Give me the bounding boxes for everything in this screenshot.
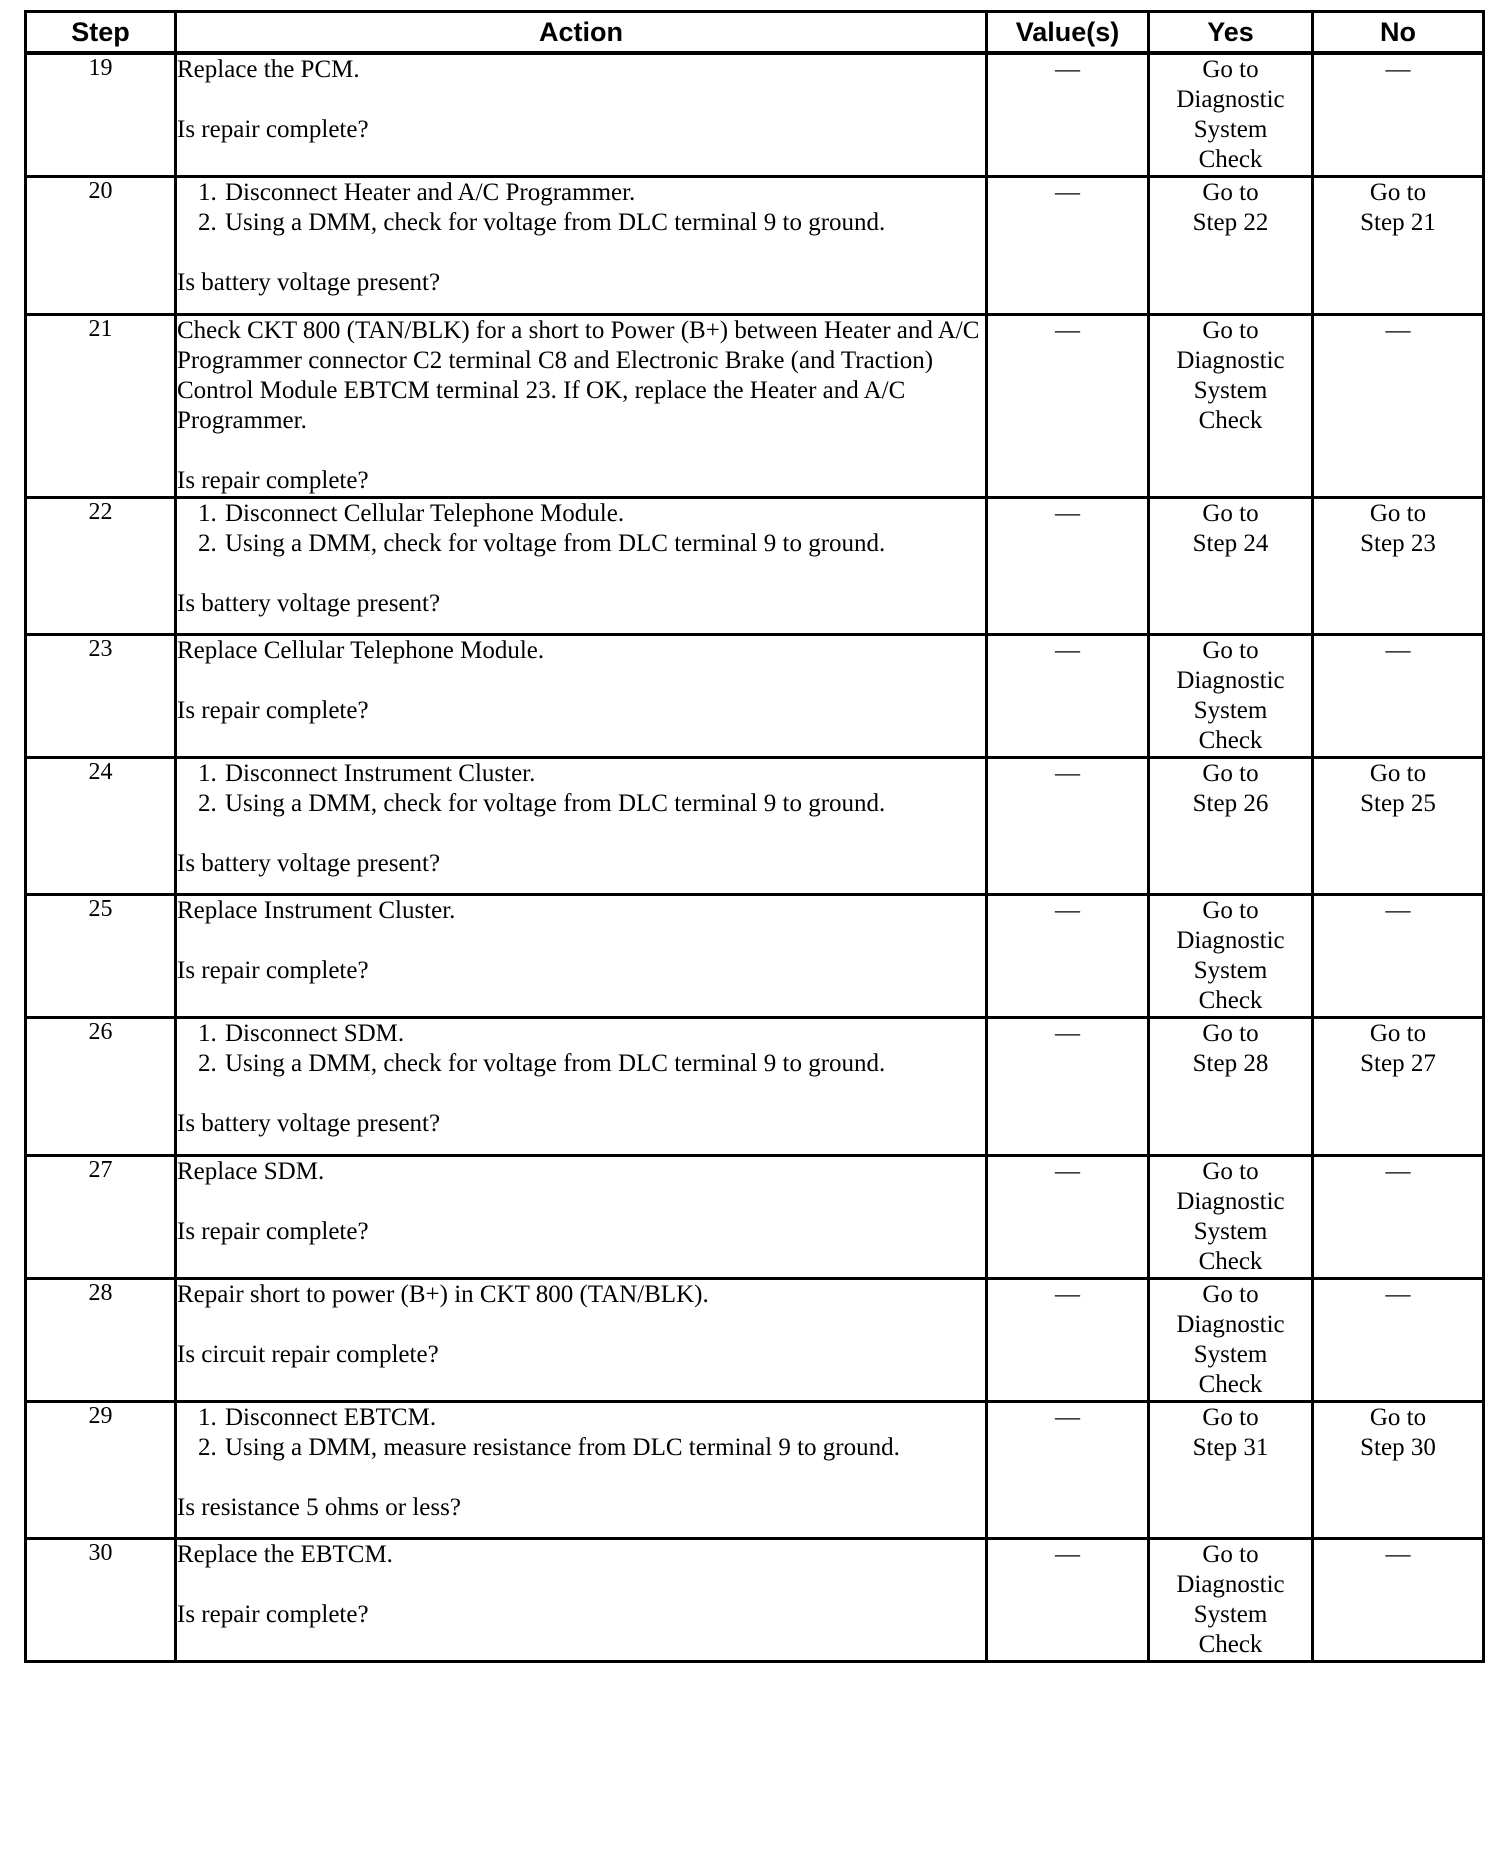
value-cell: — (987, 1539, 1149, 1662)
yes-line: Go to (1202, 500, 1259, 527)
step-number: 23 (26, 635, 176, 758)
yes-cell (1149, 1279, 1313, 1402)
yes-line: Go to (1202, 897, 1259, 924)
action-text: Replace Cellular Telephone Module. (177, 637, 545, 664)
value-cell: — (987, 895, 1149, 1018)
no-line: — (1385, 1158, 1411, 1185)
yes-line: Diagnostic (1176, 86, 1285, 113)
yes-line: System (1193, 1218, 1268, 1245)
header-yes: Yes (1149, 12, 1313, 54)
action-question: Is battery voltage present? (177, 1110, 441, 1137)
no-cell (1313, 1279, 1484, 1402)
action-question: Is repair complete? (177, 116, 369, 143)
yes-line: Go to (1202, 1404, 1259, 1431)
no-cell (1313, 315, 1484, 498)
value-cell: — (987, 315, 1149, 498)
table-row (26, 1156, 1484, 1279)
step-number: 27 (26, 1156, 176, 1279)
yes-line: Check (1198, 407, 1263, 434)
step-number: 19 (26, 53, 176, 177)
no-line: — (1385, 1281, 1411, 1308)
action-cell (176, 635, 987, 758)
action-cell (176, 315, 987, 498)
table-body (26, 53, 1484, 1662)
table-row (26, 635, 1484, 758)
step-number: 30 (26, 1539, 176, 1662)
header-row (26, 12, 1484, 54)
yes-line: Diagnostic (1176, 1188, 1285, 1215)
action-cell (176, 1279, 987, 1402)
yes-cell (1149, 53, 1313, 177)
no-cell (1313, 1156, 1484, 1279)
step-number: 22 (26, 498, 176, 635)
action-text: Replace Instrument Cluster. (177, 897, 456, 924)
action-cell (176, 1018, 987, 1156)
no-cell (1313, 1018, 1484, 1156)
yes-line: Go to (1202, 1020, 1259, 1047)
value-cell: — (987, 635, 1149, 758)
action-steps (177, 178, 985, 238)
no-line: Go to (1369, 760, 1427, 787)
yes-line: Go to (1202, 1281, 1259, 1308)
no-line: Step 30 (1360, 1434, 1436, 1461)
no-line: Go to (1369, 1404, 1427, 1431)
no-line: — (1385, 1541, 1411, 1568)
action-cell (176, 895, 987, 1018)
action-step-item: 2. Using a DMM, measure resistance from DLC terminal 9 to ground. (223, 1433, 985, 1463)
action-steps (177, 1403, 985, 1463)
table-row (26, 1539, 1484, 1662)
action-question: Is repair complete? (177, 957, 369, 984)
header-no: No (1313, 12, 1484, 54)
header-values: Value(s) (987, 12, 1149, 54)
no-line: Step 23 (1360, 530, 1436, 557)
yes-line: System (1193, 116, 1268, 143)
yes-line: Diagnostic (1176, 927, 1285, 954)
no-cell (1313, 1402, 1484, 1539)
no-cell (1313, 498, 1484, 635)
action-question: Is battery voltage present? (177, 269, 441, 296)
header-action: Action (176, 12, 987, 54)
no-line: Go to (1369, 500, 1427, 527)
yes-line: Step 31 (1192, 1434, 1269, 1461)
no-line: Step 27 (1360, 1050, 1436, 1077)
yes-line: Step 22 (1192, 209, 1269, 236)
value-cell: — (987, 758, 1149, 895)
yes-line: Check (1198, 987, 1263, 1014)
no-line: — (1385, 897, 1411, 924)
no-cell (1313, 895, 1484, 1018)
action-step-item: 1. Disconnect Instrument Cluster. (223, 759, 985, 789)
yes-line: System (1193, 957, 1268, 984)
yes-cell (1149, 177, 1313, 315)
action-question: Is circuit repair complete? (177, 1341, 439, 1368)
yes-cell (1149, 1156, 1313, 1279)
no-cell (1313, 53, 1484, 177)
yes-line: Check (1198, 727, 1263, 754)
step-number: 25 (26, 895, 176, 1018)
diagnostic-table (24, 10, 1485, 1663)
yes-line: Check (1198, 1371, 1263, 1398)
action-step-item: 2. Using a DMM, check for voltage from DLC terminal 9 to ground. (223, 208, 985, 238)
action-question: Is battery voltage present? (177, 850, 441, 877)
header-step: Step (26, 12, 176, 54)
action-cell (176, 758, 987, 895)
action-step-item: 2. Using a DMM, check for voltage from DLC terminal 9 to ground. (223, 789, 985, 819)
action-text: Replace the EBTCM. (177, 1541, 393, 1568)
action-cell (176, 1402, 987, 1539)
action-steps (177, 759, 985, 819)
no-line: Go to (1369, 1020, 1427, 1047)
yes-line: Step 24 (1192, 530, 1269, 557)
yes-line: Check (1198, 146, 1263, 173)
yes-line: Go to (1202, 1541, 1259, 1568)
yes-line: Check (1198, 1248, 1263, 1275)
value-cell: — (987, 1279, 1149, 1402)
step-number: 21 (26, 315, 176, 498)
yes-line: Go to (1202, 760, 1259, 787)
action-step-item: 1. Disconnect Heater and A/C Programmer. (223, 178, 985, 208)
value-cell: — (987, 1156, 1149, 1279)
action-cell (176, 1156, 987, 1279)
yes-line: Diagnostic (1176, 1311, 1285, 1338)
yes-line: Step 28 (1192, 1050, 1269, 1077)
table-row (26, 1402, 1484, 1539)
yes-line: System (1193, 1341, 1268, 1368)
step-number: 26 (26, 1018, 176, 1156)
action-step-item: 2. Using a DMM, check for voltage from DLC terminal 9 to ground. (223, 1049, 985, 1079)
yes-line: Diagnostic (1176, 347, 1285, 374)
action-cell (176, 177, 987, 315)
yes-line: Go to (1202, 317, 1259, 344)
step-number: 20 (26, 177, 176, 315)
no-line: Step 21 (1360, 209, 1436, 236)
yes-cell (1149, 1402, 1313, 1539)
yes-line: Diagnostic (1176, 1571, 1285, 1598)
action-step-item: 2. Using a DMM, check for voltage from DLC terminal 9 to ground. (223, 529, 985, 559)
action-steps (177, 499, 985, 559)
value-cell: — (987, 1402, 1149, 1539)
action-question: Is battery voltage present? (177, 590, 441, 617)
yes-line: Diagnostic (1176, 667, 1285, 694)
yes-line: Go to (1202, 179, 1259, 206)
yes-cell (1149, 1539, 1313, 1662)
action-text: Check CKT 800 (TAN/BLK) for a short to Power (B+) between Heater and A/C Programmer connector C2 terminal C8 and Electronic Brake (and Traction) Control Module EBTCM terminal 23. If OK, replace the Heater and A/C Programmer. (177, 317, 980, 434)
action-question: Is repair complete? (177, 467, 369, 494)
action-question: Is resistance 5 ohms or less? (177, 1494, 461, 1521)
yes-cell (1149, 635, 1313, 758)
value-cell: — (987, 498, 1149, 635)
yes-cell (1149, 315, 1313, 498)
action-question: Is repair complete? (177, 1218, 369, 1245)
step-number: 29 (26, 1402, 176, 1539)
yes-line: System (1193, 377, 1268, 404)
step-number: 24 (26, 758, 176, 895)
yes-line: Check (1198, 1631, 1263, 1658)
no-line: — (1385, 56, 1411, 83)
table-row (26, 1279, 1484, 1402)
action-question: Is repair complete? (177, 1601, 369, 1628)
no-line: — (1385, 317, 1411, 344)
yes-line: System (1193, 1601, 1268, 1628)
action-cell (176, 53, 987, 177)
yes-cell (1149, 1018, 1313, 1156)
action-steps (177, 1019, 985, 1079)
action-text: Replace SDM. (177, 1158, 325, 1185)
action-step-item: 1. Disconnect SDM. (223, 1019, 985, 1049)
action-step-item: 1. Disconnect EBTCM. (223, 1403, 985, 1433)
table-row (26, 1018, 1484, 1156)
action-text: Repair short to power (B+) in CKT 800 (TAN/BLK). (177, 1281, 709, 1308)
yes-line: Go to (1202, 56, 1259, 83)
table-row (26, 895, 1484, 1018)
action-cell (176, 1539, 987, 1662)
yes-cell (1149, 498, 1313, 635)
no-cell (1313, 177, 1484, 315)
table-row (26, 53, 1484, 177)
yes-line: System (1193, 697, 1268, 724)
action-question: Is repair complete? (177, 697, 369, 724)
yes-cell (1149, 895, 1313, 1018)
action-cell (176, 498, 987, 635)
no-cell (1313, 635, 1484, 758)
step-number: 28 (26, 1279, 176, 1402)
table-row (26, 177, 1484, 315)
table-row (26, 498, 1484, 635)
value-cell: — (987, 1018, 1149, 1156)
value-cell: — (987, 177, 1149, 315)
no-line: — (1385, 637, 1411, 664)
yes-line: Go to (1202, 637, 1259, 664)
action-step-item: 1. Disconnect Cellular Telephone Module. (223, 499, 985, 529)
action-text: Replace the PCM. (177, 56, 360, 83)
no-line: Go to (1369, 179, 1427, 206)
no-cell (1313, 1539, 1484, 1662)
yes-cell (1149, 758, 1313, 895)
yes-line: Step 26 (1192, 790, 1269, 817)
table-row (26, 315, 1484, 498)
value-cell: — (987, 53, 1149, 177)
no-cell (1313, 758, 1484, 895)
no-line: Step 25 (1360, 790, 1436, 817)
yes-line: Go to (1202, 1158, 1259, 1185)
table-row (26, 758, 1484, 895)
